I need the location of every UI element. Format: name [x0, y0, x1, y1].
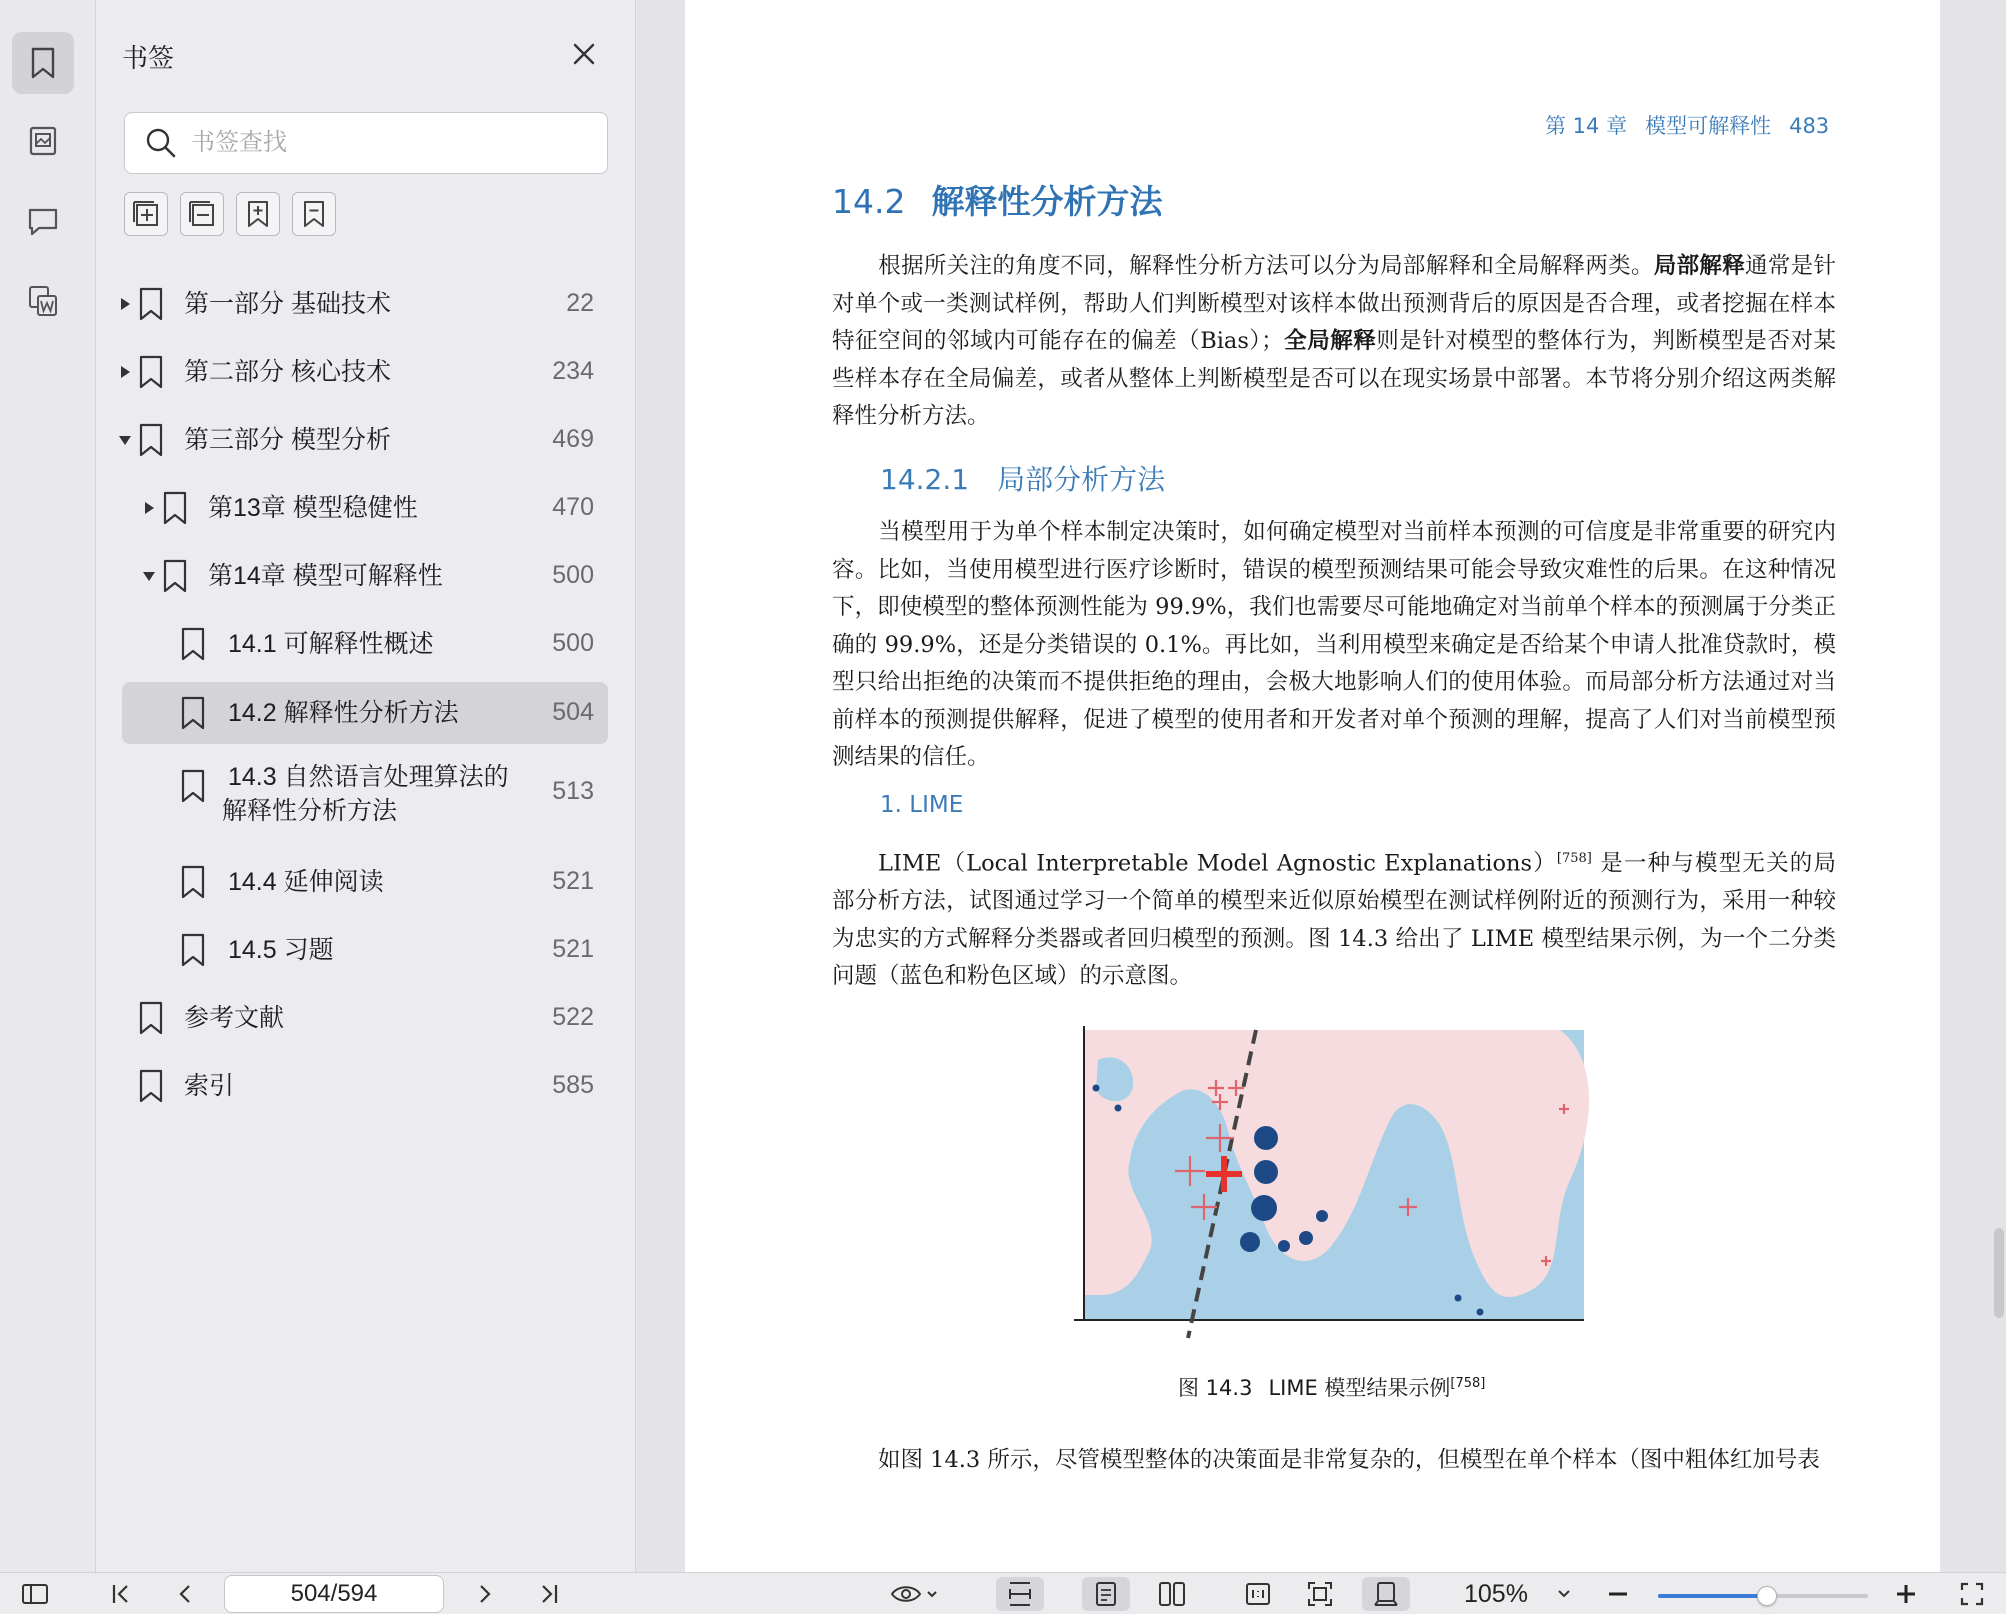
bookmark-label: 索引 [184, 1072, 235, 1100]
running-head-title: 模型可解释性 [1645, 114, 1772, 138]
single-page-icon[interactable] [1082, 1577, 1130, 1611]
zoom-out-icon[interactable] [1600, 1577, 1636, 1611]
running-head [1545, 110, 1829, 140]
paragraph-3-text: LIME（Local Interpretable Model Agnostic Explanations） [878, 850, 1557, 877]
fit-page-icon[interactable] [1300, 1577, 1340, 1611]
paragraph-3-text-2: 是一种与模型无关的局部分析方法，试图通过学习一个简单的模型来近似原始模型在测试样例附近的预测行为，采用一种较为忠实的方式解释分类器或者回归模型的预测。图 14.3 给出了 LIME 模型结果示例，为一个二分类问题（蓝色和粉色区域）的示意图。 [832, 850, 1836, 989]
remove-bookmark-icon[interactable] [292, 192, 336, 236]
thumbnails-icon[interactable] [12, 110, 74, 172]
bookmark-flag-icon [180, 768, 206, 804]
bookmark-page-number: 470 [552, 493, 594, 521]
bookmark-label: 14.4 延伸阅读 [228, 868, 384, 896]
bookmark-flag-icon [162, 558, 188, 594]
bookmark-item[interactable] [122, 274, 608, 334]
continuous-scroll-icon[interactable] [1362, 1577, 1410, 1611]
bookmark-label: 第14章 模型可解释性 [208, 562, 443, 590]
expand-triangle-right-icon[interactable] [142, 501, 156, 515]
zoom-in-icon[interactable] [1888, 1577, 1924, 1611]
bookmark-page-number: 234 [552, 357, 594, 385]
paragraph-2-text: 当模型用于为单个样本制定决策时，如何确定模型对当前样本预测的可信度是非常重要的研究内容。比如，当使用模型进行医疗诊断时，错误的模型预测结果可能会导致灾难性的后果。在这种情况下，即使模型的整体预测性能为 99.9%，我们也需要尽可能地确定对当前单个样本的预测属于分类正确的 99.9%，还是分类错误的 0.1%。再比如，当利用模型来确定是否给某个申请人批准贷款时，模型只给出拒绝的决策而不提供拒绝的理由，会极大地影响人们的使用体验。而局部分析方法通过对当前样本的预测提供解释，促进了模型的使用者和开发者对单个预测的理解，提高了人们对当前模型预测结果的信任。 [832, 519, 1836, 770]
bookmark-page-number: 513 [552, 777, 594, 805]
expand-triangle-down-icon[interactable] [142, 569, 156, 583]
bookmark-item[interactable] [122, 920, 608, 980]
citation-ref: [758] [1556, 851, 1592, 866]
running-head-chapter: 第 14 章 [1545, 114, 1628, 138]
comments-icon[interactable] [12, 190, 74, 252]
bookmark-label: 第二部分 核心技术 [184, 358, 391, 386]
paragraph-1-text-2: 通常是针对单个或一类测试样例，帮助人们判断模型对该样本做出预测背后的原因是否合理，或者挖掘在样本特征空间的邻域内可能存在的偏差（Bias）； [832, 253, 1836, 354]
actual-size-icon[interactable] [1238, 1577, 1278, 1611]
bookmark-search-input[interactable] [191, 129, 571, 157]
running-head-page: 483 [1789, 114, 1830, 138]
section-title-text: 解释性分析方法 [931, 182, 1163, 221]
bookmark-label: 参考文献 [184, 1004, 285, 1032]
bookmark-label-line2: 解释性分析方法 [222, 797, 398, 825]
next-page-icon[interactable] [468, 1577, 502, 1611]
view-mode-eye-icon[interactable] [888, 1577, 942, 1611]
paragraph-1-text: 根据所关注的角度不同，解释性分析方法可以分为局部解释和全局解释两类。 [878, 253, 1654, 279]
bookmark-flag-icon [180, 626, 206, 662]
bookmark-flag-icon [138, 286, 164, 322]
add-bookmark-icon[interactable] [124, 192, 168, 236]
bookmark-item[interactable] [122, 410, 608, 470]
bookmark-flag-icon [180, 695, 206, 731]
figure-caption-text: LIME 模型结果示例 [1268, 1376, 1451, 1400]
sidebar-toggle-icon[interactable] [18, 1577, 52, 1611]
figure-citation-ref: [758] [1450, 1376, 1486, 1391]
subsection-number: 14.2.1 [880, 463, 970, 496]
bookmark-page-number: 521 [552, 935, 594, 963]
zoom-dropdown-chevron-icon[interactable] [1552, 1577, 1576, 1611]
subsection-title [880, 458, 1165, 498]
expand-triangle-right-icon[interactable] [118, 297, 132, 311]
bookmark-flag-icon [138, 1000, 164, 1036]
bookmark-page-number: 469 [552, 425, 594, 453]
two-page-icon[interactable] [1152, 1577, 1192, 1611]
bottom-toolbar [0, 1572, 2006, 1614]
bookmark-label: 第一部分 基础技术 [184, 290, 391, 318]
word-export-icon[interactable] [12, 270, 74, 332]
figure-caption [1178, 1372, 1485, 1402]
left-icon-rail [0, 0, 96, 1572]
paragraph-3 [832, 840, 1836, 996]
zoom-slider[interactable] [1658, 1594, 1868, 1598]
bookmark-label: 14.2 解释性分析方法 [228, 699, 459, 727]
bookmark-label: 14.5 习题 [228, 936, 334, 964]
last-page-icon[interactable] [532, 1577, 566, 1611]
bookmark-page-number: 500 [552, 561, 594, 589]
vertical-scrollbar[interactable] [1990, 0, 2006, 1572]
term-local-explanation: 局部解释 [1653, 253, 1746, 279]
bookmark-label: 14.1 可解释性概述 [228, 630, 434, 658]
lime-figure [1060, 1020, 1604, 1350]
paragraph-1 [832, 248, 1836, 436]
zoom-slider-fill [1658, 1594, 1767, 1598]
subsection-title-text: 局部分析方法 [997, 463, 1166, 496]
first-page-icon[interactable] [104, 1577, 138, 1611]
paragraph-4 [832, 1442, 1836, 1480]
bookmarks-icon[interactable] [12, 32, 74, 94]
section-number: 14.2 [832, 182, 906, 221]
bookmark-page-number: 585 [552, 1071, 594, 1099]
bookmark-page-number: 522 [552, 1003, 594, 1031]
bookmark-page-number: 504 [552, 698, 594, 726]
page-number-input[interactable]: 504/594 [224, 1575, 444, 1613]
bookmark-item[interactable] [122, 478, 608, 538]
paragraph-4-text: 如图 14.3 所示，尽管模型整体的决策面是非常复杂的，但模型在单个样本（图中粗体红加号表 [878, 1447, 1820, 1473]
search-icon [145, 127, 177, 159]
new-bookmark-icon[interactable] [236, 192, 280, 236]
bookmark-label: 第13章 模型稳健性 [208, 494, 418, 522]
bookmark-flag-icon [162, 490, 188, 526]
scrollbar-thumb[interactable] [1994, 1228, 2004, 1318]
bookmark-item[interactable] [122, 1056, 608, 1116]
panel-title: 书签 [122, 43, 175, 73]
lime-heading: 1. LIME [880, 792, 964, 818]
bookmark-flag-icon [138, 422, 164, 458]
bookmark-item[interactable] [122, 750, 608, 834]
zoom-level[interactable]: 105% [1464, 1580, 1528, 1608]
previous-page-icon[interactable] [168, 1577, 202, 1611]
bookmark-page-number: 22 [566, 289, 594, 317]
bookmark-flag-icon [180, 864, 206, 900]
bookmark-page-number: 500 [552, 629, 594, 657]
collapse-bookmarks-icon[interactable] [180, 192, 224, 236]
bookmark-search-box[interactable] [124, 112, 608, 174]
figure-number: 图 14.3 [1178, 1376, 1253, 1400]
bookmark-item[interactable] [122, 342, 608, 402]
close-icon[interactable] [568, 38, 600, 70]
paragraph-2 [832, 514, 1836, 777]
bookmark-flag-icon [180, 932, 206, 968]
fit-width-icon[interactable] [996, 1577, 1044, 1611]
expand-triangle-down-icon[interactable] [118, 433, 132, 447]
term-global-explanation: 全局解释 [1283, 328, 1377, 354]
fullscreen-icon[interactable] [1952, 1577, 1992, 1611]
bookmark-label: 14.3 自然语言处理算法的 解释性分析方法 [222, 763, 509, 825]
bookmark-item[interactable] [122, 988, 608, 1048]
bookmark-item[interactable] [122, 852, 608, 912]
bookmark-item[interactable] [122, 614, 608, 674]
paragraph-1-text-3: 则是针对模型的整体行为，判断模型是否对某些样本存在全局偏差，或者从整体上判断模型是否可以在现实场景中部署。本节将分别介绍这两类解释性分析方法。 [832, 328, 1836, 429]
bookmark-panel [96, 0, 636, 1572]
bookmark-item[interactable] [122, 546, 608, 606]
bookmark-page-number: 521 [552, 867, 594, 895]
section-title [832, 176, 1162, 223]
bookmark-flag-icon [138, 1068, 164, 1104]
bookmark-flag-icon [138, 354, 164, 390]
expand-triangle-right-icon[interactable] [118, 365, 132, 379]
bookmark-item[interactable] [122, 682, 608, 744]
bookmark-label: 第三部分 模型分析 [184, 426, 391, 454]
